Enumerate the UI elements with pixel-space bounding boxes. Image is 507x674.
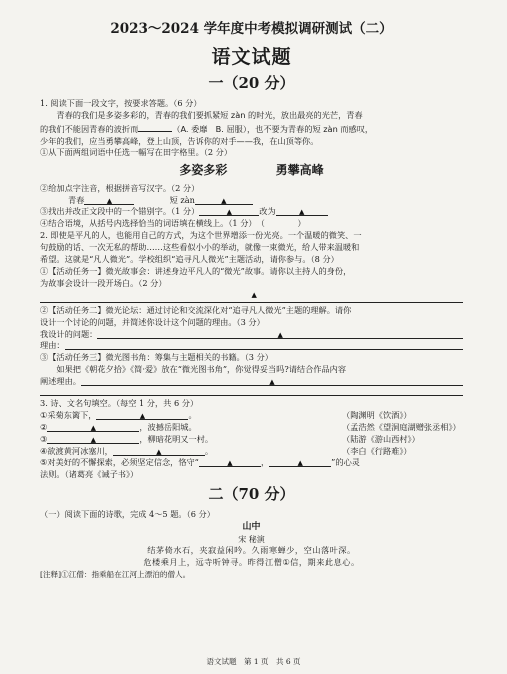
- q3-blank-1[interactable]: [96, 410, 188, 420]
- q3-line-2: [40, 422, 463, 434]
- answer-marker: ▲: [106, 196, 113, 205]
- answer-marker: ▲: [139, 411, 146, 420]
- section-one-heading: 一（20 分）: [208, 74, 295, 93]
- answer-marker: ▲: [277, 330, 283, 339]
- q1-blank-pinyin[interactable]: [84, 195, 134, 205]
- q1-blank-choice[interactable]: [138, 122, 172, 132]
- q3-line-3: [40, 434, 463, 446]
- q1-sub1: ①从下面两组词语中任选一幅写在田字格里。（2 分）: [40, 147, 233, 158]
- q2-task1a: ①【活动任务一】微光故事会：讲述身边平凡人的“微光”故事。请你以主持人的身份，: [40, 265, 352, 276]
- q2-task2-question-line[interactable]: [97, 329, 463, 339]
- q2-task3-answer-line-2[interactable]: [40, 389, 463, 396]
- q3-line-1-post: 。: [188, 409, 197, 420]
- q2-task3-answer-line[interactable]: [81, 376, 463, 386]
- answer-marker: ▲: [297, 459, 303, 468]
- q3-block: [40, 398, 463, 481]
- q2-intro3: 希望。这就是“凡人微光”。学校组织“追寻凡人微光”主题活动，请你参与。（8 分）: [40, 254, 339, 265]
- poem-author: 宋 秘演: [238, 534, 265, 544]
- answer-marker: ▲: [156, 447, 162, 456]
- q1-sub3-fix: 改为: [259, 206, 276, 217]
- answer-marker: ▲: [269, 378, 275, 387]
- exam-title: 2023～2024 学年度中考模拟调研测试（二）: [110, 21, 393, 37]
- q3-line-5-a: ⑤对美好的不懈探索，必须坚定信念，恪守“: [40, 457, 199, 468]
- answer-marker: ▲: [298, 208, 305, 217]
- q1-blank-hanzi[interactable]: [195, 195, 253, 205]
- q3-line-2-pre: ②: [40, 421, 48, 432]
- word-option-2: 勇攀高峰: [275, 163, 324, 178]
- subject-title: 语文试题: [211, 45, 292, 68]
- q3-line-4: [40, 446, 463, 458]
- word-option-1: 多姿多彩: [179, 163, 228, 178]
- q2-task2-reason-line[interactable]: [65, 340, 463, 350]
- q3-blank-5[interactable]: [199, 457, 261, 467]
- q1-para2-a: 的我们不能因青春的波折而: [40, 123, 139, 134]
- section-two-heading: 二（70 分）: [208, 485, 295, 504]
- q2-task1b: 为故事会设计一段开场白。（2 分）: [40, 277, 167, 288]
- answer-marker: ▲: [90, 423, 97, 432]
- q2-task3c: 阐述理由。: [40, 376, 81, 387]
- q3-line-4-post: 。: [204, 445, 214, 456]
- q2-task3b: 如果把《朝花夕拾》《简·爱》放在“微光图书角”，你觉得妥当吗?请结合作品内容: [56, 364, 347, 375]
- q2-task2-question-row: [40, 329, 463, 341]
- q1-sub2-answers: [40, 195, 463, 207]
- answer-marker: ▲: [221, 196, 227, 205]
- q2-task2-reason-row: [40, 340, 463, 352]
- q2-task2-question-label: 我设计的问题：: [40, 328, 98, 339]
- q2-task2-reason-label: 理由：: [40, 340, 65, 351]
- q3-blank-4[interactable]: [113, 446, 205, 456]
- q1-word-options: [40, 162, 463, 179]
- q3-blank-2[interactable]: [47, 422, 139, 432]
- q3-line-5-tail: 法则。（诸葛亮《诫子书》）: [40, 469, 139, 480]
- q1-sub2-a: 青春: [68, 194, 85, 205]
- q3-line-1-source: （陶渊明《饮酒》）: [342, 409, 412, 420]
- q3-line-1-pre: ①采菊东篱下，: [40, 409, 97, 420]
- q3-blank-6[interactable]: [269, 457, 331, 467]
- q3-line-4-pre: ④欲渡黄河冰塞川，: [40, 445, 113, 456]
- q3-blank-3[interactable]: [47, 434, 139, 444]
- q1-sub3-text: ③找出并改正文段中的一个错别字。（1 分）: [40, 206, 200, 217]
- section2-part1: （一）阅读下面的诗歌，完成 4～5 题。（6 分）: [40, 508, 215, 519]
- poem-note: [注释]①江僧：指乘船在江河上漂泊的僧人。: [40, 570, 191, 580]
- q1-para1: 青春的我们是多姿多彩的，青春的我们要抓紧短 zàn 的时光，放出最亮的光芒，青春: [56, 109, 363, 120]
- q1-para3: 少年的我们，应当勇攀高峰，登上山顶，告诉你的对手——我，在山顶等你。: [40, 135, 319, 146]
- q2-task1-answer-line[interactable]: [40, 291, 463, 303]
- q3-line-3-post: ，柳暗花明又一村。: [139, 433, 214, 444]
- q3-line-2-source: （孟浩然《望洞庭湖赠张丞相》）: [342, 421, 461, 432]
- q2-task3a: ③【活动任务三】微光图书角：筹集与主题相关的书籍。（3 分）: [40, 352, 273, 363]
- poem-title: 山中: [242, 521, 261, 532]
- q1-prompt: 1. 阅读下面一段文字，按要求答题。（6 分）: [40, 97, 202, 108]
- answer-marker: ▲: [90, 435, 97, 444]
- poem-line-2: 危楼乘月上，远寺听钟寻。昨得江僧①信，期来此息心。: [143, 557, 360, 568]
- q2-task2b: 设计一个讨论的问题，并简述你设计这个问题的理由。（3 分）: [40, 316, 265, 327]
- q1-sub4: ④结合语境，从括号内选择恰当的词语填在横线上。（1 分） （ ）: [40, 218, 306, 229]
- q3-line-3-pre: ③: [40, 433, 48, 444]
- q3-line-5-b: ，: [260, 457, 270, 468]
- q2-intro1: 2. 即使是平凡的人，也能用自己的方式，为这个世界增添一份光亮。一个温暖的微笑、一: [40, 230, 362, 241]
- q2-intro2: 句鼓励的话、一次无私的帮助……这些看似小小的举动，就像一束微光，给人带来温暖和: [40, 242, 360, 253]
- q3-line-1: [40, 410, 463, 422]
- q1-sub2-b: 短 zàn: [169, 194, 195, 205]
- q3-line-3-source: （陆游《游山西村》）: [342, 433, 420, 444]
- q2-task2a: ②【活动任务二】微光论坛：通过讨论和交流深化对“追寻凡人微光”主题的理解。请你: [40, 304, 352, 315]
- q3-line-5-c: ”的心灵: [331, 457, 360, 468]
- q3-line-4-source: （李白《行路难》）: [342, 445, 412, 456]
- answer-marker: ▲: [227, 459, 233, 468]
- q1-para2-b: （A. 委靡 B. 屈服），也不要为青春的短 zàn 而感叹，: [172, 123, 374, 134]
- q1-sub3: [40, 206, 463, 218]
- answer-marker: ▲: [226, 208, 232, 217]
- q3-line-5: [40, 457, 463, 469]
- q2-task3-row: [40, 376, 463, 388]
- q1-sub2: ②给加点字注音，根据拼音写汉字。（2 分）: [40, 182, 200, 193]
- q1-blank-fix[interactable]: [276, 206, 328, 216]
- page-footer: 语文试题 第 1 页 共 6 页: [206, 657, 301, 667]
- q1-blank-typo[interactable]: [199, 206, 259, 216]
- poem-line-1: 结茅倚水石，夹寂益闲吟。久雨寒蝉少，空山落叶深。: [147, 545, 356, 556]
- q3-prompt: 3. 诗、文名句填空。（每空 1 分，共 6 分）: [40, 397, 199, 408]
- q1-para2: [40, 122, 463, 136]
- answer-marker: ▲: [251, 290, 257, 299]
- q3-line-2-post: ，波撼岳阳城。: [139, 421, 197, 432]
